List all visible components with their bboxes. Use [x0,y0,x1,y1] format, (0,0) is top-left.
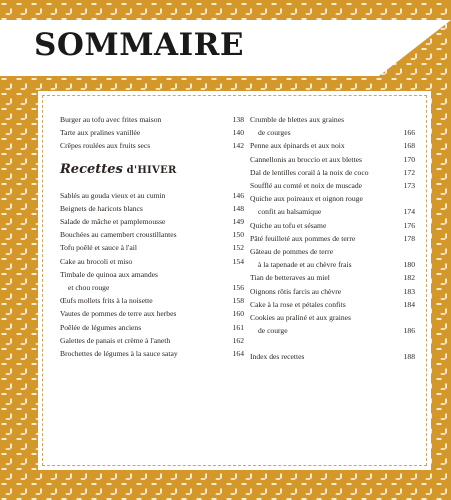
toc-entry-page: 149 [232,217,244,227]
toc-entry-title: Oignons rôtis farcis au chèvre [250,286,342,296]
entry-list-left-top [60,113,244,153]
toc-entry-title: Soufflé au comté et noix de muscade [250,181,363,191]
toc-entry-title: Bouchées au camembert croustillantes [60,230,177,240]
toc-entry-title: Beignets de haricots blancs [60,203,143,213]
toc-entry-title: Vautes de pommes de terre aux herbes [60,309,177,319]
toc-entry-page: 188 [403,352,415,362]
toc-entry-page [399,311,415,324]
toc-entry[interactable] [250,219,415,232]
toc-entry-title: confit au balsamique [258,207,322,217]
toc-entry[interactable] [60,334,244,347]
toc-entry[interactable] [250,166,415,179]
toc-entry[interactable] [60,307,244,320]
toc-entry[interactable] [60,139,244,152]
contents-column-right [250,113,415,364]
toc-entry[interactable] [250,113,415,126]
toc-entry-title: de courge [258,326,288,336]
toc-entry-page: 180 [403,260,415,270]
page-title: SOMMAIRE [34,27,244,63]
toc-entry[interactable] [250,192,415,205]
toc-entry[interactable] [250,285,415,298]
toc-entry[interactable] [60,294,244,307]
toc-entry-page: 150 [232,230,244,240]
toc-entry-title: Quiche aux poireaux et oignon rouge [250,194,363,204]
toc-entry-page [399,245,415,258]
toc-entry-title: Cannellonis au broccio et aux blettes [250,154,362,164]
toc-entry-page: 154 [232,256,244,266]
toc-entry[interactable] [60,255,244,268]
toc-entry[interactable] [60,268,244,281]
toc-entry-page: 183 [403,286,415,296]
toc-entry-title: Cake au brocoli et miso [60,256,133,266]
toc-entry-title: Gâteau de pommes de terre [250,247,334,257]
toc-entry-title: Cake à la rose et pétales confits [250,299,346,309]
toc-entry-title: Dal de lentilles corail à la noix de coco [250,167,369,177]
toc-entry-page: 170 [403,154,415,164]
toc-entry-title: Salade de mâche et pamplemousse [60,217,166,227]
season-heading-name: HIVER [137,164,177,176]
toc-entry-page: 140 [232,128,244,138]
toc-entry-page: 138 [232,115,244,124]
toc-entry-title: Timbale de quinoa aux amandes [60,269,158,279]
toc-entry-title: Penne aux épinards et aux noix [250,141,345,151]
toc-entry-title: Tofu poêlé et sauce à l'ail [60,243,137,253]
toc-entry-page: 148 [232,203,244,213]
toc-entry-page: 160 [232,309,244,319]
toc-entry[interactable] [250,271,415,284]
toc-entry-page: 168 [403,141,415,151]
toc-entry[interactable] [250,258,415,271]
toc-entry-page: 176 [403,220,415,230]
toc-entry[interactable] [60,202,244,215]
toc-entry[interactable] [250,126,415,139]
toc-entry-title: Œufs mollets frits à la noisette [60,296,153,306]
toc-entry-page: 142 [232,141,244,151]
toc-entry[interactable] [60,113,244,126]
toc-entry[interactable] [250,179,415,192]
toc-entry-title: Tarte aux pralines vanillée [60,128,141,138]
toc-entry-page: 186 [403,326,415,336]
toc-entry-title: Cookies au praliné et aux graines [250,313,352,323]
toc-entry-title: Burger au tofu avec frites maison [60,115,162,124]
entry-list-left-bottom [60,189,244,361]
toc-entry-page: 164 [232,349,244,359]
toc-entry-page [399,113,415,126]
toc-entry-title: Crumble de blettes aux graines [250,115,345,124]
toc-entry-title: Index des recettes [250,352,305,362]
toc-entry-title: Tian de betteraves au miel [250,273,330,283]
toc-entry-page: 156 [232,283,244,293]
toc-entry-title: Poêlée de légumes anciens [60,322,142,332]
toc-entry-page: 152 [232,243,244,253]
toc-entry[interactable] [60,126,244,139]
toc-entry-title: et chou rouge [68,283,110,293]
toc-entry-title: de courges [258,128,291,138]
toc-entry[interactable] [60,281,244,294]
toc-entry[interactable] [250,298,415,311]
toc-entry[interactable] [60,215,244,228]
toc-entry-page: 178 [403,233,415,243]
toc-entry-page: 161 [232,322,244,332]
toc-entry-title: à la tapenade et au chèvre frais [258,260,352,270]
toc-entry-title: Sablés au gouda vieux et au cumin [60,190,166,200]
toc-entry-title: Pâté feuilleté aux pommes de terre [250,233,356,243]
toc-entry-page [399,192,415,205]
toc-entry[interactable] [250,139,415,152]
toc-entry[interactable] [60,321,244,334]
season-heading-prefix: Recettes [60,161,123,177]
list-spacer [250,337,415,350]
contents-column-left [60,113,244,360]
toc-entry-page: 158 [232,296,244,306]
toc-entry-page: 172 [403,167,415,177]
toc-entry[interactable] [250,153,415,166]
toc-entry-page: 182 [403,273,415,283]
entry-list-right [250,113,415,364]
toc-entry-page: 146 [232,190,244,200]
toc-entry[interactable] [250,205,415,218]
toc-entry-page [228,268,244,281]
contents-panel [38,91,431,470]
toc-entry-title: Quiche au tofu et sésame [250,220,327,230]
toc-entry[interactable] [250,245,415,258]
toc-entry-page: 166 [403,128,415,138]
toc-entry[interactable] [250,232,415,245]
season-heading-article: d' [122,164,138,176]
toc-entry-title: Crêpes roulées aux fruits secs [60,141,151,151]
toc-entry[interactable] [60,189,244,202]
toc-entry[interactable] [250,350,415,363]
toc-entry-title: Brochettes de légumes à la sauce satay [60,349,178,359]
toc-entry[interactable] [60,228,244,241]
toc-entry[interactable] [60,347,244,360]
toc-entry[interactable] [250,311,415,324]
season-heading [60,161,244,180]
toc-entry[interactable] [60,241,244,254]
toc-entry-page: 184 [403,299,415,309]
toc-entry-page: 173 [403,181,415,191]
toc-entry-page: 162 [232,335,244,345]
toc-entry-page: 174 [403,207,415,217]
toc-entry[interactable] [250,324,415,337]
toc-entry-title: Galettes de panais et crème à l'aneth [60,335,171,345]
